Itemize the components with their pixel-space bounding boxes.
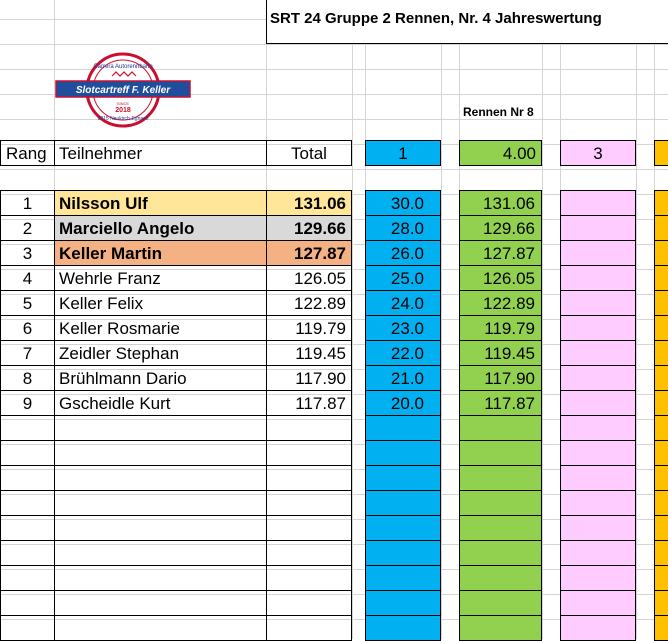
race1-points: 21.0 xyxy=(390,369,424,388)
race3-cell[interactable] xyxy=(560,340,636,366)
total-value: 117.87 xyxy=(295,394,346,413)
rank-value: 1 xyxy=(22,194,33,213)
rank-cell[interactable] xyxy=(0,490,55,516)
race3-cell[interactable] xyxy=(560,190,636,216)
rank-cell[interactable] xyxy=(0,590,55,616)
race4-cell[interactable] xyxy=(654,565,668,591)
gridline-h xyxy=(0,44,668,45)
svg-text:8215 Neukirch-Egnach: 8215 Neukirch-Egnach xyxy=(97,116,149,122)
rank-value: 3 xyxy=(22,244,33,263)
race4-cell[interactable] xyxy=(654,590,668,616)
participant-name: Gscheidle Kurt xyxy=(59,394,171,413)
race4-cell[interactable] xyxy=(654,265,668,291)
rank-value: 8 xyxy=(22,369,33,388)
race1-points: 23.0 xyxy=(390,319,424,338)
header-rank: Rang xyxy=(6,144,47,163)
race4-cell[interactable] xyxy=(654,315,668,341)
race4-cell[interactable] xyxy=(654,390,668,416)
name-cell[interactable] xyxy=(54,565,267,591)
total-cell[interactable] xyxy=(266,440,352,466)
race2-cell[interactable] xyxy=(459,540,542,566)
total-value: 122.89 xyxy=(294,294,346,313)
race3-cell[interactable] xyxy=(560,390,636,416)
race4-cell[interactable] xyxy=(654,190,668,216)
race4-cell[interactable] xyxy=(654,340,668,366)
race2-value: 127.87 xyxy=(483,244,535,263)
race4-cell[interactable] xyxy=(654,290,668,316)
race3-cell[interactable] xyxy=(560,515,636,541)
race4-cell[interactable] xyxy=(654,465,668,491)
race4-cell[interactable] xyxy=(654,240,668,266)
race1-points: 22.0 xyxy=(390,344,424,363)
sheet-title: SRT 24 Gruppe 2 Rennen, Nr. 4 Jahreswertung xyxy=(270,10,602,27)
rank-value: 7 xyxy=(22,344,33,363)
total-cell[interactable] xyxy=(266,590,352,616)
race4-cell[interactable] xyxy=(654,540,668,566)
race4-cell[interactable] xyxy=(654,440,668,466)
total-cell[interactable] xyxy=(266,415,352,441)
race2-value: 117.87 xyxy=(484,394,535,413)
race4-cell[interactable] xyxy=(654,515,668,541)
participant-name: Marciello Angelo xyxy=(59,219,195,238)
race3-cell[interactable] xyxy=(560,465,636,491)
rank-value: 4 xyxy=(22,269,33,288)
race3-cell[interactable] xyxy=(560,540,636,566)
race4-cell[interactable] xyxy=(654,415,668,441)
race4-cell[interactable] xyxy=(654,615,668,641)
gridline-h xyxy=(0,169,668,170)
participant-name: Zeidler Stephan xyxy=(59,344,180,363)
participant-name: Nilsson Ulf xyxy=(59,194,148,213)
race3-cell[interactable] xyxy=(560,565,636,591)
total-cell[interactable] xyxy=(266,615,352,641)
race1-points: 25.0 xyxy=(390,269,424,288)
rank-value: 6 xyxy=(22,319,33,338)
race3-cell[interactable] xyxy=(560,215,636,241)
total-value: 119.45 xyxy=(295,344,346,363)
race2-cell[interactable] xyxy=(459,565,542,591)
race2-value: 119.45 xyxy=(484,344,535,363)
race2-cell[interactable] xyxy=(459,440,542,466)
name-cell[interactable] xyxy=(54,515,267,541)
rank-cell[interactable] xyxy=(0,440,55,466)
header-race3: 3 xyxy=(593,144,603,163)
participant-name: Wehrle Franz xyxy=(59,269,161,288)
race1-points: 24.0 xyxy=(390,294,424,313)
race1-cell[interactable] xyxy=(365,615,441,641)
race2-cell[interactable] xyxy=(459,615,542,641)
race3-cell[interactable] xyxy=(560,490,636,516)
race2-cell[interactable] xyxy=(459,590,542,616)
race1-cell[interactable] xyxy=(365,465,441,491)
race3-cell[interactable] xyxy=(560,240,636,266)
header-race1: 1 xyxy=(398,144,408,163)
race4-cell[interactable] xyxy=(654,215,668,241)
name-cell[interactable] xyxy=(54,465,267,491)
rank-cell[interactable] xyxy=(0,615,55,641)
svg-text:SINCE: SINCE xyxy=(116,101,130,106)
race2-cell[interactable] xyxy=(459,490,542,516)
race3-cell[interactable] xyxy=(560,265,636,291)
total-value: 126.05 xyxy=(294,269,346,288)
svg-text:Carrera Autorennbahn: Carrera Autorennbahn xyxy=(93,64,153,70)
race2-value: 117.90 xyxy=(484,369,535,388)
name-cell[interactable] xyxy=(54,490,267,516)
rank-cell[interactable] xyxy=(0,515,55,541)
race3-cell[interactable] xyxy=(560,365,636,391)
race2-value: 119.79 xyxy=(484,319,535,338)
rank-value: 5 xyxy=(22,294,33,313)
rank-value: 9 xyxy=(22,394,33,413)
race-number-label: Rennen Nr 8 xyxy=(463,105,534,119)
race1-cell[interactable] xyxy=(365,490,441,516)
race2-value: 129.66 xyxy=(483,219,535,238)
race4-cell[interactable] xyxy=(654,365,668,391)
race1-cell[interactable] xyxy=(365,565,441,591)
rank-cell[interactable] xyxy=(0,465,55,491)
participant-name: Keller Martin xyxy=(59,244,162,263)
race1-cell[interactable] xyxy=(365,440,441,466)
name-cell[interactable] xyxy=(54,540,267,566)
name-cell[interactable] xyxy=(54,440,267,466)
race3-cell[interactable] xyxy=(560,315,636,341)
participant-name: Brühlmann Dario xyxy=(59,369,187,388)
race2-cell[interactable] xyxy=(459,465,542,491)
rank-cell[interactable] xyxy=(0,415,55,441)
race1-points: 30.0 xyxy=(390,194,424,213)
header-race2: 4.00 xyxy=(502,144,536,163)
race1-cell[interactable] xyxy=(365,540,441,566)
club-logo xyxy=(52,50,194,130)
participant-name: Keller Felix xyxy=(59,294,144,313)
total-value: 119.79 xyxy=(295,319,346,338)
header-race4-cell[interactable] xyxy=(654,140,668,166)
name-cell[interactable] xyxy=(54,590,267,616)
header-participant: Teilnehmer xyxy=(59,144,143,163)
race1-points: 20.0 xyxy=(390,394,424,413)
total-value: 127.87 xyxy=(294,244,346,263)
race2-cell[interactable] xyxy=(459,515,542,541)
race2-value: 122.89 xyxy=(483,294,535,313)
total-cell[interactable] xyxy=(266,465,352,491)
total-cell[interactable] xyxy=(266,515,352,541)
race1-cell[interactable] xyxy=(365,515,441,541)
header-total: Total xyxy=(291,144,327,163)
race3-cell[interactable] xyxy=(560,590,636,616)
race2-value: 131.06 xyxy=(483,194,535,213)
race3-cell[interactable] xyxy=(560,290,636,316)
race2-value: 126.05 xyxy=(483,269,535,288)
race3-cell[interactable] xyxy=(560,440,636,466)
total-cell[interactable] xyxy=(266,565,352,591)
svg-text:Slotcartreff F. Keller: Slotcartreff F. Keller xyxy=(75,85,171,96)
name-cell[interactable] xyxy=(54,615,267,641)
race3-cell[interactable] xyxy=(560,415,636,441)
name-cell[interactable] xyxy=(54,415,267,441)
total-value: 129.66 xyxy=(294,219,346,238)
total-value: 131.06 xyxy=(294,194,346,213)
total-value: 117.90 xyxy=(295,369,346,388)
race3-cell[interactable] xyxy=(560,615,636,641)
race4-cell[interactable] xyxy=(654,490,668,516)
race2-cell[interactable] xyxy=(459,415,542,441)
total-cell[interactable] xyxy=(266,540,352,566)
race1-cell[interactable] xyxy=(365,415,441,441)
rank-cell[interactable] xyxy=(0,540,55,566)
svg-text:2018: 2018 xyxy=(115,107,131,114)
total-cell[interactable] xyxy=(266,490,352,516)
rank-cell[interactable] xyxy=(0,565,55,591)
race1-points: 26.0 xyxy=(390,244,424,263)
race1-cell[interactable] xyxy=(365,590,441,616)
race1-points: 28.0 xyxy=(390,219,424,238)
rank-value: 2 xyxy=(22,219,33,238)
participant-name: Keller Rosmarie xyxy=(59,319,180,338)
